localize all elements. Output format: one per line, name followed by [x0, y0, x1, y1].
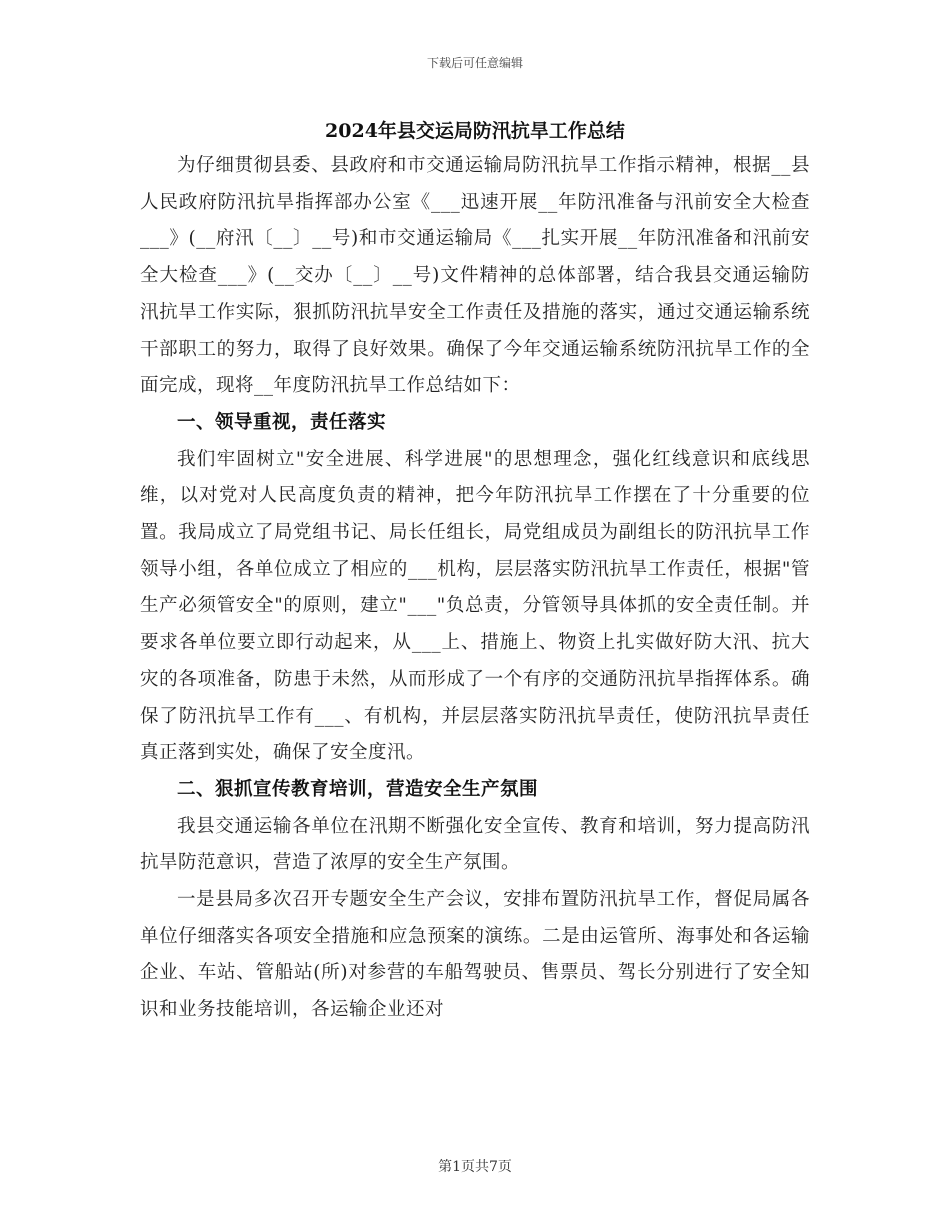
- section-heading-2: 二、狠抓宣传教育培训，营造安全生产氛围: [177, 778, 539, 800]
- paragraph-section-2a: 我县交通运输各单位在汛期不断强化安全宣传、教育和培训，努力提高防汛抗旱防范意识，营造了浓厚的安全生产氛围。: [140, 815, 810, 874]
- document-body: [140, 114, 810, 1029]
- section-heading-1: 一、领导重视，责任落实: [177, 411, 387, 433]
- header-note: 下载后可任意编辑: [426, 56, 523, 70]
- paragraph-section-1: 我们牢固树立"安全进展、科学进展"的思想理念，强化红线意识和底线思维，以对党对人民高度负责的精神，把今年防汛抗旱工作摆在了十分重要的位置。我局成立了局党组书记、局长任组长，局党组成员为副组长的防汛抗旱工作领导小组，各单位成立了相应的___机构，层层落实防汛抗旱工作责任，根据"管生产必须管安全"的原则，建立"___"负总责，分管领导具体抓的安全责任制。并要求各单位要立即行动起来，从___上、措施上、物资上扎实做好防大汛、抗大灾的各项准备，防患于未然，从而形成了一个有序的交通防汛抗旱指挥体系。确保了防汛抗旱工作有___、有机构，并层层落实防汛抗旱责任，使防汛抗旱责任真正落到实处，确保了安全度汛。: [140, 448, 810, 764]
- paragraph-section-2b: 一是县局多次召开专题安全生产会议，安排布置防汛抗旱工作，督促局属各单位仔细落实各项安全措施和应急预案的演练。二是由运管所、海事处和各运输企业、车站、管船站(所)对参营的车船驾驶员、售票员、驾长分别进行了安全知识和业务技能培训，各运输企业还对: [140, 889, 810, 1021]
- document-title: 2024年县交运局防汛抗旱工作总结: [325, 120, 625, 142]
- paragraph-intro: 为仔细贯彻县委、县政府和市交通运输局防汛抗旱工作指示精神，根据__县人民政府防汛抗旱指挥部办公室《___迅速开展__年防汛准备与汛前安全大检查___》(__府汛〔__〕__号)和市交通运输局《___扎实开展__年防汛准备和汛前安全大检查___》(__交办〔__〕__号)文件精神的总体部署，结合我县交通运输防汛抗旱工作实际，狠抓防汛抗旱安全工作责任及措施的落实，通过交通运输系统干部职工的努力，取得了良好效果。确保了今年交通运输系统防汛抗旱工作的全面完成，现将__年度防汛抗旱工作总结如下：: [140, 155, 810, 397]
- page-number: 第1页共7页: [438, 1159, 512, 1175]
